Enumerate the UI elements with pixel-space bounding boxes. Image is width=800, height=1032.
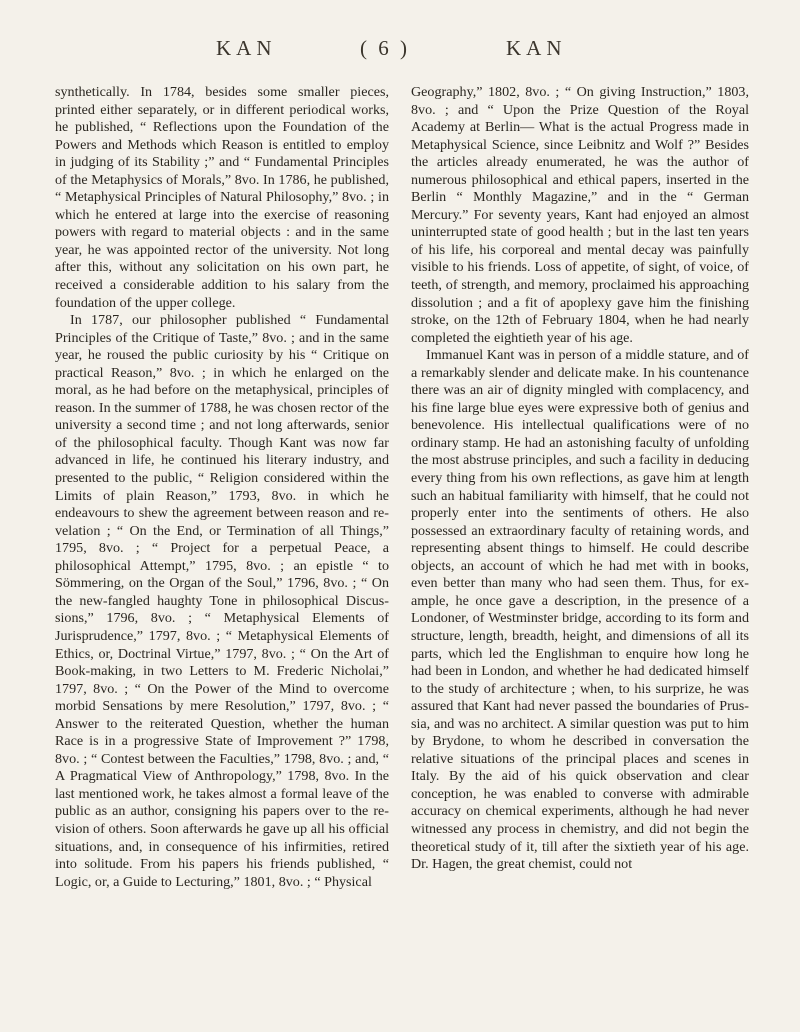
right-paragraph-1: Geography,” 1802, 8vo. ; “ On giving Instruction,” 1803, 8vo. ; and “ Upon the Prize Question of the Royal Academy at Berlin— What is the actual Progress made in Metaphysical Science, since Leibnitz and Wolf ?” Besides the articles already enumerated, he was the author of numerous philosophical and ethical papers, inserted in the Berlin “ Monthly Magazine,” and in the “ German Mercury.” For seventy years, Kant had enjoyed an almost uninterrupted state of good health ; but in the last ten years of his life, his corporeal and mental decay was painfully visible to his friends. Loss of appetite, of sight, of voice, of teeth, of strength, and memory, proclaimed his approaching dissolution ; and a fit of apoplexy gave him the finishing stroke, on the 12th of February 1804, when he had nearly completed the eightieth year of his age.	[411, 84, 749, 346]
header-left-word: KAN	[216, 36, 277, 60]
left-paragraph-1: synthetically. In 1784, besides some smaller pieces, printed either separately, or in different periodical works, he published, “ Reflections upon the Foundation of the Powers and Methods which Reason is entitled to employ in judging of its Stability ;” and “ Fundamental Principles of the Metaphysics of Morals,” 8vo. In 1786, he published, “ Metaphysical Principles of Natural Philosophy,” 8vo. ; in which he entered at large into the exercise of reasoning powers with regard to material objects : and in the same year, he was appointed rector of the university. Not long after this, without any solicitation on his own part, he received a considerable addition to his salary from the foundation of the upper college.	[55, 84, 389, 311]
right-column	[411, 84, 749, 874]
page-number: ( 6 )	[360, 36, 410, 60]
left-column	[55, 84, 389, 891]
header-right-word: KAN	[506, 36, 567, 60]
right-paragraph-2: Immanuel Kant was in person of a middle stature, and of a remarkably slender and delicate make. In his countenance there was an air of dignity mingled with complacency, and his fine large blue eyes were expressive both of genius and benevolence. His intellectual qualifications were of no ordinary stamp. He had an astonishing faculty of unfolding the most abstruse principles, and such a facility in deducing every thing from his own reflections, as gave him at length such an habitual familiarity with himself, that he could not properly enter into the sentiments of others. He also possessed an extraordinary faculty of retaining words, and representing absent things to himself. He could describe objects, an account of which he had met with in books, even better than many who had seen them. Thus, for example, he once gave a description, in the presence of a Londoner, of Westminster bridge, according to its form and structure, length, breadth, height, and dimensions of all its parts, which led the Englishman to enquire how long he had been in London, and whether he had dedicated himself to the study of architecture ; when, to his surprize, he was assured that Kant had never passed the boundaries of Prussia, and was no architect. A similar question was put to him by Brydone, to whom he described in conversation the relative situations of the principal places and scenes in Italy. By the aid of his quick observation and clear conception, he was enabled to converse with admirable accuracy on chemical experiments, although he had never witnessed any process in chemistry, and did not begin the theoretical study of it, till after the sixtieth year of his age. Dr. Hagen, the great chemist, could not	[411, 347, 749, 873]
running-header	[0, 36, 800, 68]
left-paragraph-2: In 1787, our philosopher published “ Fundamental Principles of the Critique of Taste,” 8vo. ; and in the same year, he roused the public curiosity by his “ Critique on practical Reason,” 8vo. ; in which he enlarged on the moral, as he had before on the metaphysical, principles of reason. In the summer of 1788, he was chosen rector of the university a second time ; and not long afterwards, senior of the philosophical faculty. Though Kant was now far advanced in life, he continued his literary industry, and presented to the public, “ Religion considered within the Limits of plain Reason,” 1793, 8vo. in which he endeavours to shew the agreement between reason and revelation ; “ On the End, or Termination of all Things,” 1795, 8vo. ; “ Project for a perpetual Peace, a philosophical Attempt,” 1795, 8vo. ; an epistle “ to Sömmering, on the Organ of the Soul,” 1796, 8vo. ; “ On the new-fangled haughty Tone in philosophical Discussions,” 1796, 8vo. ; “ Metaphysical Elements of Jurisprudence,” 1797, 8vo. ; “ Metaphysical Elements of Ethics, or, Doctrinal Virtue,” 1797, 8vo. ; “ On the Art of Book-making, in two Letters to M. Frederic Nicholai,” 1797, 8vo. ; “ On the Power of the Mind to overcome morbid Sensations by mere Resolution,” 1797, 8vo. ; “ Answer to the reiterated Question, whether the human Race is in a progressive State of Improvement ?” 1798, 8vo. ; “ Contest between the Faculties,” 1798, 8vo. ; and, “ A Pragmatical View of Anthropology,” 1798, 8vo. In the last mentioned work, he takes almost a formal leave of the public as an author, consigning his papers over to the revision of others. Soon afterwards he gave up all his official situations, and, in consequence of his infirmities, retired into solitude. From his papers his friends published, “ Logic, or, a Guide to Lecturing,” 1801, 8vo. ; “ Physical	[55, 312, 389, 890]
